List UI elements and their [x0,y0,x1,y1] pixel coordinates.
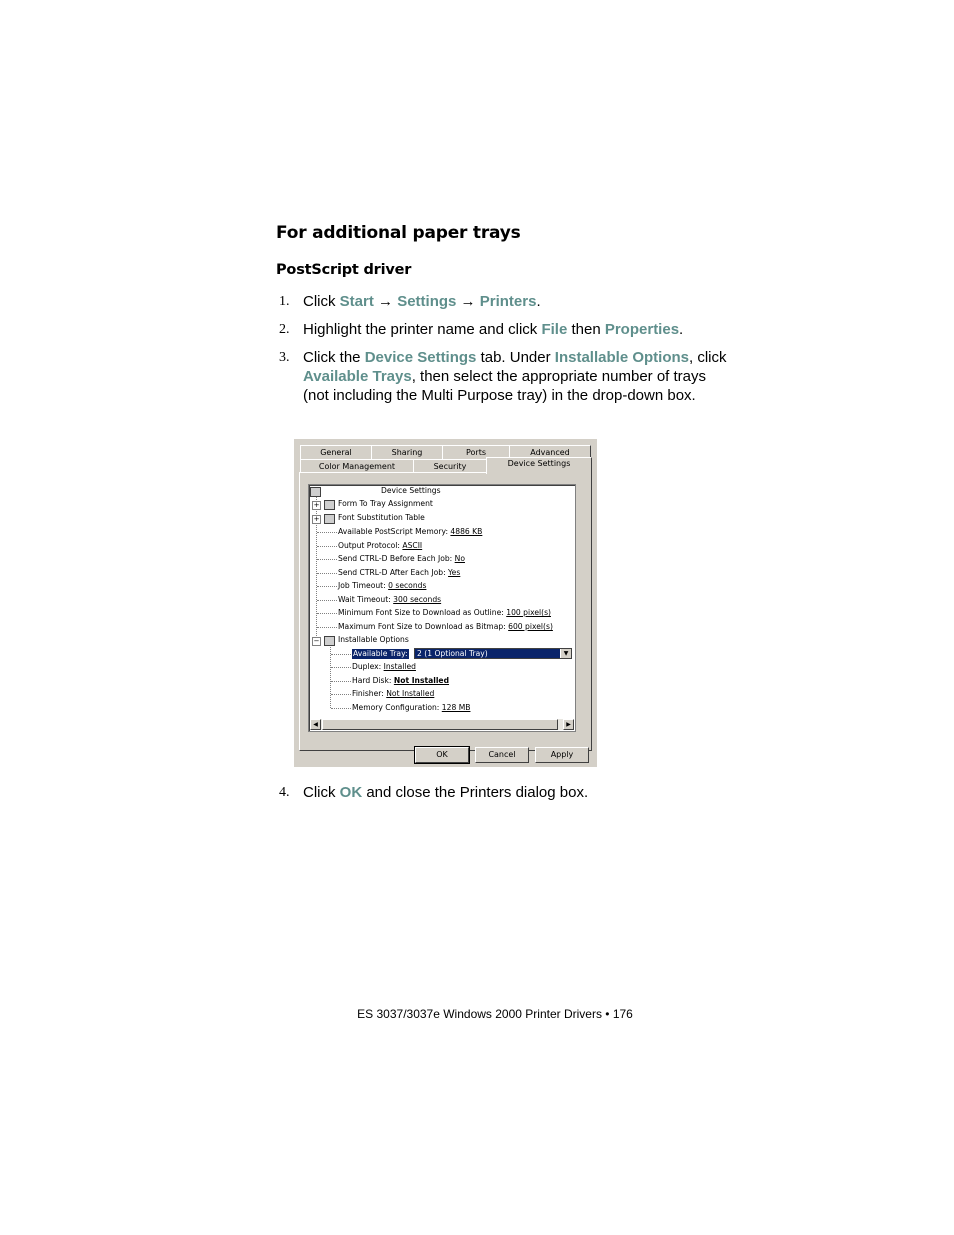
device-settings-ref: Device Settings [364,349,477,366]
properties-ref: Properties [604,321,680,338]
available-tray-dropdown[interactable] [414,648,572,659]
option-item[interactable]: Duplex: Installed [352,662,416,671]
available-trays-ref: Available Trays [303,368,412,385]
step-number: 4. [279,785,290,800]
horizontal-scrollbar[interactable] [310,719,574,730]
tray-icon [324,500,335,510]
available-tray-label[interactable]: Available Tray: [353,649,408,658]
setting-item[interactable]: Output Protocol: ASCII [338,541,423,550]
setting-item[interactable]: Maximum Font Size to Download as Bitmap: 600 pixel(s) [338,622,553,631]
step-text: Click Start → Settings → Printers. [303,293,541,310]
step-text: Highlight the printer name and click File then Properties. [303,321,684,338]
device-settings-tree [308,484,576,732]
available-tray-value: 2 (1 Optional Tray) [417,649,488,658]
settings-ref: Settings [397,293,457,310]
ok-ref: OK [339,784,363,801]
collapse-icon[interactable]: − [313,637,320,645]
installable-options-node[interactable]: Installable Options [338,635,409,644]
option-item[interactable]: Memory Configuration: 128 MB [352,703,471,712]
step-number: 2. [279,322,290,337]
setting-item[interactable]: Send CTRL-D After Each Job: Yes [338,568,461,577]
option-item[interactable]: Hard Disk: Not Installed [352,676,450,685]
setting-item[interactable]: Available PostScript Memory: 4886 KB [338,527,483,536]
tab-advanced[interactable]: Advanced [509,445,591,459]
tab-sharing[interactable]: Sharing [371,445,443,459]
options-icon [324,636,335,646]
printer-properties-dialog [294,439,597,767]
expand-icon[interactable]: + [313,501,320,509]
apply-button[interactable]: Apply [535,747,589,763]
ok-button[interactable]: OK [415,747,469,763]
setting-item[interactable]: Job Timeout: 0 seconds [338,581,427,590]
installable-options-ref: Installable Options [554,349,689,366]
step-number: 3. [279,350,290,365]
printer-icon [310,487,321,497]
font-substitution-node[interactable]: Font Substitution Table [338,513,425,522]
expand-icon[interactable]: + [313,515,320,523]
tab-general[interactable]: General [300,445,372,459]
printers-ref: Printers [479,293,537,310]
scroll-right-icon[interactable]: ▶ [563,719,574,730]
scroll-left-icon[interactable]: ◀ [310,719,321,730]
tab-device-settings[interactable]: Device Settings [486,457,592,474]
section-heading: For additional paper trays [276,223,521,243]
tab-security[interactable]: Security [413,459,487,473]
page-footer: ES 3037/3037e Windows 2000 Printer Drivers • 176 [357,1007,633,1021]
tree-root: Device Settings [381,486,441,495]
step-text: Click OK and close the Printers dialog box. [303,784,589,801]
setting-item[interactable]: Minimum Font Size to Download as Outline: 100 pixel(s) [338,608,551,617]
file-ref: File [541,321,568,338]
cancel-button[interactable]: Cancel [475,747,529,763]
start-menu-ref: Start [339,293,374,310]
scrollbar-thumb[interactable] [322,719,558,730]
tab-ports[interactable]: Ports [442,445,510,459]
font-icon [324,514,335,524]
option-item[interactable]: Finisher: Not Installed [352,689,435,698]
setting-item[interactable]: Wait Timeout: 300 seconds [338,595,442,604]
subsection-heading: PostScript driver [276,262,412,278]
form-to-tray-node[interactable]: Form To Tray Assignment [338,499,433,508]
tab-color-management[interactable]: Color Management [300,459,414,473]
setting-item[interactable]: Send CTRL-D Before Each Job: No [338,554,465,563]
step-number: 1. [279,294,290,309]
chevron-down-icon[interactable]: ▼ [560,649,571,658]
step-text: Click the Device Settings tab. Under Installable Options, click Available Trays, then select the appropriate number of trays (not including the Multi Purpose tray) in the drop-down box. [303,349,727,404]
